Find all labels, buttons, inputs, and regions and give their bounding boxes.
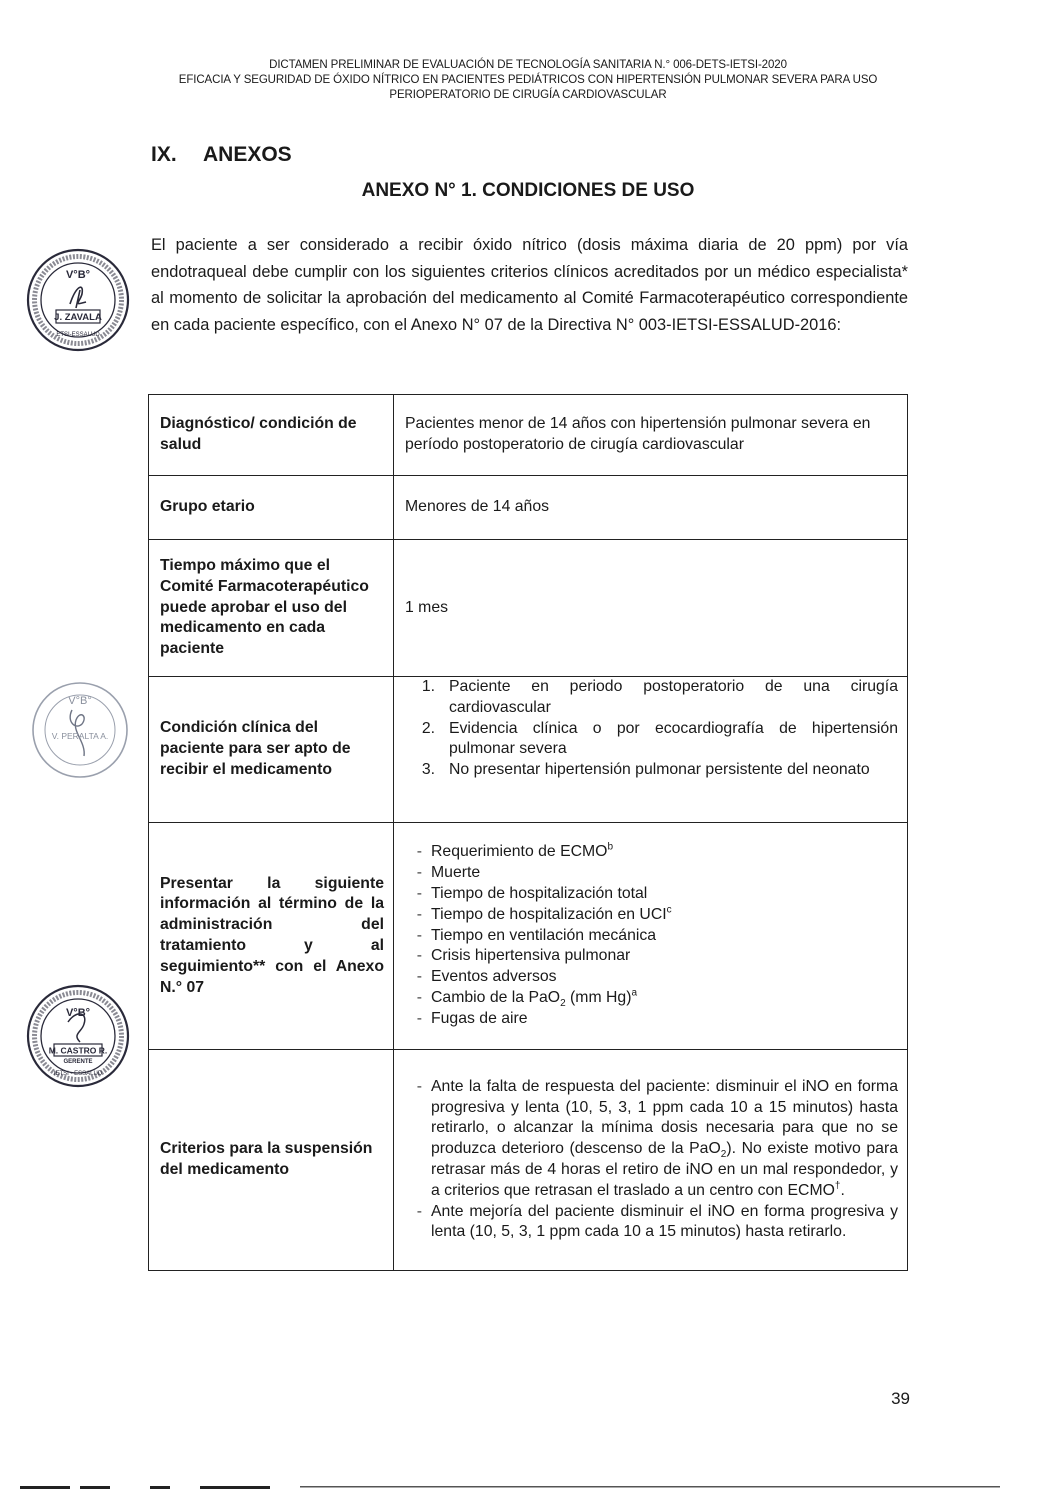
table-row: [149, 395, 908, 476]
conditions-table: [148, 394, 908, 1271]
list-item: - Ante mejoría del paciente disminuir el iNO en forma progresiva y lenta (10, 5, 3, 1 ppm cada 10 a 15 minutos) hasta retirarlo.: [400, 1202, 898, 1244]
list-item: - Cambio de la PaO$_2$ (mm Hg)$^a$: [416, 987, 638, 1010]
item-text: Evidencia clínica o por ecocardiografía de hipertensión pulmonar severa: [449, 719, 898, 758]
table-row: [149, 677, 908, 823]
list-item: - Muerte: [400, 863, 898, 884]
followup-info-list: [400, 842, 898, 1029]
stamp-bottom-text: IETSI - ESSALUD: [53, 1071, 103, 1077]
list-item: - Tiempo de hospitalización en UCI$^c$: [416, 904, 672, 923]
table-row: [149, 1050, 908, 1271]
item-text: Ante la falta de respuesta del paciente: disminuir el iNO en forma progresiva y lenta (10, 5, 3, 1 ppm cada 10 a 15 minutos) hasta retirarlo, o alcanzar la mínima dosis necesaria para que no se produzca deterioro (descenso de la PaO: [431, 1077, 898, 1158]
table-row: [149, 476, 908, 540]
item-text: Requerimiento de ECMO: [431, 843, 608, 861]
row-key: Tiempo máximo que el Comité Farmacoterapéutico puede aprobar el uso del medicamento en cada paciente: [149, 540, 394, 677]
list-item: - Tiempo de hospitalización total: [400, 884, 898, 905]
item-text: Crisis hipertensiva pulmonar: [431, 947, 631, 965]
row-key: Criterios para la suspensión del medicamento: [149, 1050, 394, 1271]
approval-stamp-castro: [24, 982, 132, 1090]
table-row: [149, 823, 908, 1050]
item-number: 2.: [421, 719, 435, 737]
list-item: [405, 677, 898, 719]
section-title: [151, 143, 292, 167]
row-key: Grupo etario: [149, 476, 394, 540]
item-superscript: b: [607, 842, 614, 854]
intro-paragraph: El paciente a ser considerado a recibir óxido nítrico (dosis máxima diaria de 20 ppm) por vía endotraqueal debe cumplir con los siguientes criterios clínicos acreditados por un médico especialista* al momento de solicitar la aprobación del medicamento al Comité Farmacoterapéutico correspondiente en cada paciente específico, con el Anexo N° 07 de la Directiva N° 003-IETSI-ESSALUD-2016:: [151, 236, 908, 334]
item-subscript: 2: [720, 1149, 727, 1161]
item-subscript: 2: [560, 998, 566, 1010]
item-text: Tiempo en ventilación mecánica: [431, 926, 657, 944]
table-row: [149, 540, 908, 677]
header-line-1: DICTAMEN PRELIMINAR DE EVALUACIÓN DE TECNOLOGÍA SANITARIA N.° 006-DETS-IETSI-2020: [269, 59, 787, 71]
row-value: Pacientes menor de 14 años con hipertensión pulmonar severa en período postoperatorio de cirugía cardiovascular: [394, 395, 908, 476]
item-text: Tiempo de hospitalización total: [431, 885, 648, 902]
list-item: - Tiempo en ventilación mecánica: [400, 926, 898, 947]
page-number: 39: [891, 1389, 910, 1408]
list-item: [405, 719, 898, 761]
list-item: - Crisis hipertensiva pulmonar: [400, 946, 898, 967]
stamp-name: M. CASTRO R.: [48, 1045, 108, 1056]
row-value: [394, 1050, 908, 1271]
item-text-tail: .: [840, 1181, 845, 1199]
item-number: 1.: [421, 678, 435, 695]
item-text: Cambio de la PaO: [431, 988, 561, 1006]
signature-icon: [70, 287, 86, 308]
list-item: [405, 760, 898, 781]
stamp-name: J. ZAVALA: [54, 312, 102, 323]
item-superscript: a: [631, 987, 638, 999]
item-text-after: (mm Hg): [565, 988, 632, 1006]
item-text: Paciente en periodo postoperatorio de una cirugía cardiovascular: [449, 678, 898, 716]
annex-title: ANEXO N° 1. CONDICIONES DE USO: [361, 180, 695, 201]
row-value: 1 mes: [394, 540, 908, 677]
list-item: - Requerimiento de ECMO$^b$: [416, 842, 614, 861]
stamp-role: GERENTE: [63, 1059, 93, 1065]
item-text: No presentar hipertensión pulmonar persistente del neonato: [449, 761, 870, 779]
list-item: - Ante la falta de respuesta del paciente: disminuir el iNO en forma progresiva y lenta (10, 5, 3, 1 ppm cada 10 a 15 minutos) hasta retirarlo, o alcanzar la mínima dosis necesaria para que no se produzca deterioro (descenso de la PaO$_2$). No existe motivo para retrasar más de 4 horas el retiro de iNO en un mal respondedor, y a criterios que retrasan el traslado a un centro con ECMO†.: [416, 1077, 899, 1199]
row-value: [394, 677, 908, 823]
row-value: Menores de 14 años: [394, 476, 908, 540]
item-text: Tiempo de hospitalización en UCI: [431, 905, 667, 923]
item-text: Fugas de aire: [431, 1009, 528, 1027]
document-header: [150, 58, 906, 103]
row-value: [394, 823, 908, 1050]
footer-rule: [0, 1486, 1056, 1489]
suspension-criteria-list: [400, 1077, 898, 1243]
item-text: Muerte: [431, 864, 481, 882]
stamp-vb-label: V°B°: [65, 269, 91, 281]
row-key: Diagnóstico/ condición de salud: [149, 395, 394, 476]
list-item: - Fugas de aire: [400, 1009, 898, 1030]
approval-stamp-zavala: [24, 246, 132, 354]
header-line-2: EFICACIA Y SEGURIDAD DE ÓXIDO NÍTRICO EN PACIENTES PEDIÁTRICOS CON HIPERTENSIÓN PULMONAR SEVERA PARA USO: [178, 74, 878, 86]
item-superscript: †: [834, 1180, 841, 1192]
clinical-criteria-list: [405, 677, 898, 781]
stamp-vb-label: V°B°: [65, 1007, 91, 1019]
stamp-bottom-text: ETSI-ESSALUD: [56, 332, 100, 338]
section-name: ANEXOS: [203, 143, 292, 166]
item-text: Eventos adversos: [431, 968, 557, 986]
list-item: - Eventos adversos: [400, 967, 898, 988]
item-superscript: c: [666, 904, 672, 916]
item-text: Ante mejoría del paciente disminuir el iNO en forma progresiva y lenta (10, 5, 3, 1 ppm cada 10 a 15 minutos) hasta retirarlo.: [431, 1202, 898, 1241]
section-number: IX.: [151, 143, 177, 166]
header-line-3: PERIOPERATORIO DE CIRUGÍA CARDIOVASCULAR: [389, 89, 667, 101]
stamp-name: V. PERALTA A.: [51, 731, 109, 741]
item-number: 3.: [421, 761, 435, 779]
stamp-vb-label: V°B°: [68, 695, 92, 707]
item-text-after: ). No existe motivo para retrasar más de 4 horas el retiro de iNO en un mal respondedor, y a criterios que retrasan el traslado a un centro con ECMO: [431, 1140, 899, 1199]
row-key: Condición clínica del paciente para ser apto de recibir el medicamento: [149, 677, 394, 823]
row-key: Presentar la siguiente información al término de la administración del tratamiento y al seguimiento** con el Anexo N.° 07: [149, 823, 394, 1050]
approval-stamp-peralta: [26, 680, 134, 780]
